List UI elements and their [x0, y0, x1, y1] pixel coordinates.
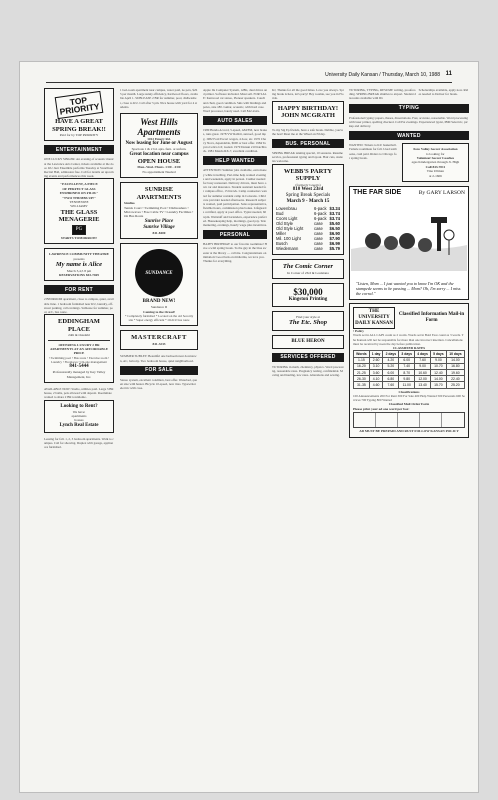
entertainment-listings: ONE LUCKY SINGER: An evening of acoustic music at the Lawrence Arts Center, tickets available at the door. KU Jazz Ensemble performs Tuesday at Swarthout Recital Hall, admission free. Call for details on upcoming events and performances this week.	[44, 157, 114, 179]
lynch-l1: Looking to Rent?	[60, 403, 98, 409]
comic-sub: In Corner of 23rd & Louisiana	[287, 270, 329, 275]
kingston-name: Kingston Printing	[288, 296, 328, 302]
west-hills-leasing: Now leasing for June or August	[125, 141, 193, 147]
beer-price: $7.90	[329, 236, 340, 242]
rates-cell: 10.60	[415, 370, 431, 376]
rates-header-cell: 5 days	[431, 351, 447, 357]
sunrise-ad	[120, 182, 198, 239]
column-1	[44, 88, 114, 784]
beer-price: $6.99	[329, 241, 340, 247]
sundance-details: * Completely furnished * Located on the old Sorority site * Super energy efficient * On KU bus route	[124, 313, 194, 323]
rates-cell: 4.20	[383, 357, 399, 363]
beer-price-list	[276, 206, 340, 251]
rates-cell: 6.00	[383, 370, 399, 376]
etc-name: The Etc. Shop	[288, 319, 328, 327]
kingston-amount: $30,000	[293, 286, 323, 297]
beer-name: Busch	[276, 241, 288, 247]
payment-note: AD MUST BE PREPAID AND RUST FOLLOW KANSAN POLICY	[359, 429, 459, 434]
classified-heading: Classified Information Mail-in Form	[398, 312, 465, 324]
beer-price: $3.74	[329, 216, 340, 222]
birthday-line1: HAPPY BIRTHDAY!	[277, 104, 339, 112]
blue-heron-name: BLUE HERON	[291, 338, 325, 344]
soccer-l3: Volunteer Soccer Coaches	[416, 156, 455, 161]
far-side-byline: By GARY LARSON	[418, 190, 465, 197]
rates-cell: 21-25	[354, 370, 370, 376]
classifications-title: Classifications	[398, 389, 420, 394]
eddingham-manager: Professionally managed by Key Valley Management, Inc.	[52, 370, 106, 379]
blue-heron-ad	[272, 335, 344, 349]
eddingham-ad	[44, 314, 114, 383]
rates-cell: 2.60	[369, 357, 383, 363]
rates-row	[354, 382, 465, 388]
sunrise-place: Sunrise Place	[144, 218, 174, 224]
mastercraft-name: MASTERCRAFT	[131, 334, 187, 342]
beer-name: Mil. 100 Light	[276, 236, 301, 242]
west-hills-name: West Hills Apartments	[137, 117, 181, 138]
beer-price: $6.50	[329, 226, 340, 232]
rates-cell: 11.00	[399, 382, 415, 388]
eddingham-features: • Swimming pool • Bus route • Exercise room • Laundry • Fireplaces • On-site management	[48, 355, 110, 365]
menagerie-quote-3: ENSHRINED ON FILM."	[59, 191, 99, 196]
typing-heading: TYPING	[349, 104, 469, 113]
glass-menagerie-ad	[44, 178, 114, 244]
rates-cell: 14.00	[431, 376, 447, 382]
rates-cell: 1-15	[354, 357, 370, 363]
rates-cell: 9.80	[399, 376, 415, 382]
beer-size: 6-pack	[314, 211, 327, 217]
mastercraft-ad	[120, 330, 198, 350]
west-hills-note: No appointment Needed	[142, 169, 176, 174]
soccer-l2: is looking for	[426, 151, 445, 156]
beer-size: case	[314, 241, 323, 247]
far-side-drawing	[351, 199, 467, 271]
rates-cell: 9.00	[415, 363, 431, 369]
webbs-special: Spring Break Specials	[285, 193, 331, 199]
comic-title: The Comic Corner	[282, 263, 334, 271]
rates-header-cell: 10 days	[446, 351, 464, 357]
mastercraft-phone: 841-3233	[152, 341, 166, 346]
beer-price: $3.74	[329, 211, 340, 217]
far-side-caption: "Listen, Mom ... I just wanted you to know I'm OK and the stampede seems to be passing ... Mom? Oh, I'm sorry ... I miss the corral."	[356, 281, 461, 297]
soccer-l7: at 2-1606	[428, 173, 442, 178]
rates-cell: 6.80	[383, 376, 399, 382]
theatre-name: LAWRENCE COMMUNITY THEATRE	[49, 252, 109, 257]
sundance-logo: SUNDANCE	[135, 249, 183, 297]
west-hills-address: 1012 Emery Rd.	[147, 137, 171, 142]
column-4	[272, 88, 344, 784]
lynch-l4: houses	[74, 418, 84, 423]
entertainment-heading: ENTERTAINMENT	[44, 145, 114, 154]
for-rent-listings: 2 BEDROOM apartment, close to campus, quiet, available June. 1 bedroom furnished near KU, laundry, off-street parking, call evenings. Sublease for summer, pool, A/C, bus route.	[44, 297, 114, 314]
rates-title: CLASSIFIED RATES	[392, 346, 426, 351]
soccer-ad	[402, 143, 469, 182]
lawrence-theatre-ad	[44, 248, 114, 281]
rates-cell: 3.10	[369, 363, 383, 369]
webbs-former: (formerly Green's)	[295, 182, 321, 187]
top-priority-line1: HAVE A GREAT	[55, 118, 103, 125]
west-hills-hours: Mon.-Wed.-Thurs. 1:00 - 4:00	[137, 165, 181, 170]
beer-name: Old Style	[276, 221, 293, 227]
rates-cell: 7.60	[415, 357, 431, 363]
lynch-name: Lynch Real Estate	[59, 422, 99, 428]
menagerie-quote-2: OF PERFECT GLASS	[62, 186, 96, 191]
etc-sub: Find your style at	[296, 314, 320, 319]
beer-price: $3.24	[329, 206, 340, 212]
auto-sales-heading: AUTO SALES	[203, 116, 267, 125]
rates-cell: 9.00	[431, 357, 447, 363]
rates-cell: 16-20	[354, 363, 370, 369]
kansan-logo: THE UNIVERSITY DAILY KANSAN	[353, 307, 395, 329]
far-side-comic	[349, 186, 469, 300]
rates-cell: 4.60	[369, 382, 383, 388]
webbs-name: WEBB'S PARTY SUPPLY	[283, 167, 333, 183]
rent-listings-2: AVAILABLE NOW: Studio, utilities paid. Large 3 BR house, 2 baths, pets allowed with deposit. Roommate wanted to share 2 BR townhome.	[44, 387, 114, 400]
top-priority-paid: Paid for by TOP PRIORITY	[59, 133, 99, 137]
beer-name: Wiedemann	[276, 246, 299, 252]
rates-cell: 22.40	[446, 376, 464, 382]
newspaper-page	[20, 62, 478, 792]
beer-size: case	[314, 226, 323, 232]
top-priority-line2: SPRING BREAK!!	[52, 125, 106, 133]
rates-cell: 3.60	[369, 370, 383, 376]
soccer-l5: Call 843-7011	[425, 164, 446, 169]
wanted-heading: WANTED	[349, 131, 469, 140]
help-wanted-heading: HELP WANTED	[203, 156, 267, 165]
page-number: 11	[445, 71, 452, 77]
rates-header-cell: Words	[354, 351, 370, 357]
personal-heading: PERSONAL	[203, 230, 267, 239]
rates-cell: 12.40	[431, 370, 447, 376]
eddingham-name: EDDINGHAM PLACE	[58, 318, 100, 333]
theatre-presents: presents	[73, 256, 85, 261]
classifications-list: 100 Announcements 200 For Rent 300 For Sale 400 Help Wanted 500 Personals 600 Services 700 Typing 800 Wanted	[353, 394, 465, 403]
rent-listings-4: 1 bed-room apartment near campus, water paid, no pets, $265 per month. Large sunny efficiency, hardwood floors, available April 1. SUBLEASE 2 BR for summer, pool, dishwasher, close to KU. Call after 5 pm. Nice house with yard for 4 students.	[120, 88, 198, 109]
top-priority-ad	[44, 88, 114, 141]
auto-listings: 1980 Honda Accord, 5-speed, AM/FM, new brakes, runs great. 1978 VW Rabbit, sunroof, good mpg. 1982 Ford Escort wagon, 4 door, air. 1976 Chevy Nova, dependable, $600 or best offer. 1984 Toyota Celica GT, loaded. 1979 Datsun 210 hatchback. 1981 Mazda RX-7, excellent condition.	[203, 128, 267, 154]
policy-text: Words set in ALL CAPS count as 2 words. Words set in Bold Face count as 3 words. The Kansan will not be responsible for more than one incorrect insertion. Cancellations must be received by noon the day before publication.	[353, 333, 464, 346]
far-side-title: THE FAR SIDE	[353, 189, 402, 197]
rates-cell: 12.00	[415, 376, 431, 382]
rates-header-cell: 2 days	[383, 351, 399, 357]
personal-listings-3: To my Sig Ep friends, have a safe break. Debbie, you're the best! Meet me at the Wheel on Friday.	[272, 127, 344, 136]
page-header	[46, 70, 452, 83]
sunrise-features: Tennis Court • Swimming Pool • Dishwashers • Microwaves • Free Cable TV • Laundry Facilities • On Bus Route	[124, 205, 194, 219]
soccer-l6: Tina Ullman	[426, 169, 444, 174]
menagerie-quote-1: "EXCELLENT, A PIECE	[60, 182, 98, 187]
rates-cell: 16.80	[446, 363, 464, 369]
beer-size: case	[314, 221, 323, 227]
theatre-reservations: RESERVATIONS 843-7469	[59, 272, 99, 277]
rates-cell: 13.40	[415, 382, 431, 388]
rates-cell: 15.70	[431, 382, 447, 388]
theatre-dates: March 3,4,5 8 pm	[66, 268, 92, 273]
rates-header-cell: 4 days	[415, 351, 431, 357]
help-wanted-listings: ATTENTION: Summer jobs available, earn money while travelling. Part-time help wanted evenings and weekends, apply in person. Cashier needed for busy restaurant. Delivery drivers, must have own car and insurance. Student assistant needed for campus office, 15 hrs/wk. Camp counselors wanted for summer resident camp in Colorado. Child care provider needed afternoons. Research subjects wanted, paid participation. Sales representative, flexible hours, commission plus bonus. Lifeguards certified, apply at pool office. Typist needed, 60 wpm. Waitstaff and bartenders, experience preferred. Housekeeping help, mornings, good pay. Telemarketing, evenings, hourly wage plus incentives.	[203, 168, 267, 228]
lynch-l2: We have:	[72, 409, 86, 414]
west-hills-open-house: OPEN HOUSE	[137, 157, 181, 165]
for-rent-heading: FOR RENT	[44, 285, 114, 294]
beer-price: $6.90	[329, 231, 340, 237]
beer-name: Lowenbrau	[276, 206, 297, 212]
misc-listings-2: Scholarships available, apply now. Rides needed to Denver for break.	[418, 88, 469, 97]
classified-form	[349, 303, 469, 438]
typing-listings: Professional typing: papers, theses, dissertations. Fast, accurate, reasonable. Word processing with laser printer, spelling checked. Call Pat evenings. Experienced typist, IBM Selectric, pickup and delivery.	[349, 115, 468, 129]
west-hills-location: Great location near campus	[129, 151, 189, 157]
word-boxes[interactable]	[353, 412, 465, 428]
beer-price: $5.79	[329, 246, 340, 252]
sundance-tagline: Coming to the Oread!	[143, 309, 175, 314]
birthday-line2: JOHN MCGRATH	[281, 112, 335, 120]
sunrise-phone: 841-8400	[152, 230, 166, 235]
beer-size: case	[314, 231, 323, 237]
column-3	[203, 88, 267, 784]
menagerie-author-2: WILLIAMS'	[70, 204, 88, 209]
publication-line: University Daily Kansan / Thursday, March 10, 1988	[325, 72, 440, 78]
services-listings: TUTORING in math, chemistry, physics. Word processing, reasonable rates. Pregnancy testing, confidential. Moving and hauling, low rates. Alterations and sewing.	[272, 364, 344, 378]
eddingham-phone: 841-5444	[69, 364, 89, 370]
mail-order-title: Classified Mail Order Form	[388, 402, 430, 407]
beer-size: 6-pack	[314, 206, 327, 212]
rates-cell: 19.60	[446, 370, 464, 376]
birthday-ad	[272, 101, 344, 124]
beer-size: case	[314, 236, 323, 242]
comic-corner-ad	[272, 259, 344, 279]
for-sale-listings: Stereo system, excellent condition, best offer. Waterbed, queen size with heater. Bicycle 10-speed, new tires. Typewriter electric with case.	[120, 377, 198, 391]
west-hills-ad	[120, 113, 198, 178]
soccer-l4: ages Kindergarten through Jr. High	[411, 160, 460, 165]
misc-listings: TUTORING, TYPING, RESUME writing, proofreading. SPRING BREAK shuttles to airport. Student discounts available with ID.	[349, 88, 417, 101]
bus-personal-heading: BUS. PERSONAL	[272, 139, 344, 148]
sundance-sub: Sundance II	[150, 305, 168, 310]
wanted-listings: WANTED: Tickets to KU basketball. Female roommate for fall. Used textbooks, cash paid. Riders to Chicago for spring break.	[349, 143, 397, 160]
eddingham-offer: OFFERING LUXURY 2 BR APARTMENTS AT AN AFFORDABLE PRICE	[50, 342, 108, 356]
rates-cell: 7.40	[399, 363, 415, 369]
etc-shop-ad	[272, 311, 344, 331]
top-priority-logo: TOP PRIORITY	[55, 91, 104, 119]
rates-table	[353, 350, 465, 388]
sale-listings-2: Apple IIe Computer System, 128K, dual drives and printer. Software included. Must sell. FOR SALE: Kenwood car stereo, Pioneer speakers. Couch and chair, good condition. Skis with bindings and poles, size 180. Guitar, acoustic, with hard case. Word processor, barely used. Call 842-xxxx.	[203, 88, 267, 114]
print-instructions: Please print your ad one word per box:	[353, 406, 410, 411]
menagerie-rating: PG	[72, 225, 86, 235]
beer-size: 6-pack	[314, 216, 327, 222]
beer-row	[276, 246, 340, 251]
rates-cell: 25.20	[446, 382, 464, 388]
menagerie-quote-4: "TWO THUMBS UP!"	[61, 195, 97, 200]
soccer-l1: Kaw Valley Soccer Association	[413, 147, 458, 152]
sunrise-village: Sunrise Village	[143, 224, 175, 230]
webbs-address: 810 West 23rd	[292, 187, 324, 193]
west-hills-spacious: Spacious 1 & 2 bd. apts. furn. or unfurn.	[131, 147, 187, 152]
menagerie-title: THE GLASS MENAGERIE	[58, 208, 100, 224]
sundance-ad	[120, 243, 198, 326]
policy-heading: • Policy	[353, 329, 364, 334]
menagerie-author-1: TENNESSEE	[69, 200, 89, 205]
column-5	[349, 88, 469, 784]
rates-cell: 10.70	[431, 363, 447, 369]
beer-name: Coors Light	[276, 216, 298, 222]
rates-header-cell: 1 day	[369, 351, 383, 357]
webbs-dates: March 9 - March 15	[286, 199, 330, 205]
rates-cell: 26-30	[354, 376, 370, 382]
sundance-brand: BRAND NEW!	[142, 299, 176, 305]
eddingham-address: 24th & Ousdahl	[68, 333, 90, 338]
services-heading: SERVICES OFFERED	[272, 353, 344, 362]
menagerie-starts: STARTS TOMORROW!	[60, 235, 98, 240]
rates-cell: 8.70	[399, 370, 415, 376]
bus-personal-listings: SPRING BREAK tanning special, 10 sessions. Resume service, professional typing and layout. Hair cuts, students welcome.	[272, 151, 343, 164]
personal-listings-2: KJ, Thanks for all the good times. Love you always. Spring break is here, let's party! Hey roomie, see you in Florida.	[272, 88, 344, 101]
sunrise-studios: Studios	[124, 201, 135, 206]
theatre-play: My name is Alice	[55, 261, 103, 269]
lynch-l3: apartments	[71, 414, 87, 419]
rates-cell: 14.00	[446, 357, 464, 363]
beer-price: $5.60	[329, 221, 340, 227]
lynch-ad	[44, 400, 114, 433]
column-2	[120, 88, 198, 784]
beer-size: case	[314, 246, 323, 252]
rates-cell: 5.20	[383, 363, 399, 369]
beer-name: Miller	[276, 231, 287, 237]
beer-name: Old Style Light	[276, 226, 304, 232]
rates-cell: 6.00	[399, 357, 415, 363]
for-sale-heading: FOR SALE	[120, 366, 198, 375]
webbs-ad	[272, 164, 344, 255]
rates-cell: 31-35	[354, 382, 370, 388]
rates-cell: 4.10	[369, 376, 383, 382]
beer-name: Bud	[276, 211, 284, 217]
sunrise-name: SUNRISE APARTMENTS	[136, 186, 182, 201]
rent-listings-3: Leasing for fall. 1, 2, 3 bedroom apartments. Walk to campus. Call for showing. Duplex with garage, appliances furnished.	[44, 436, 114, 450]
kingston-ad	[272, 283, 344, 307]
rent-listings-5: SUMMER SUBLET: Beautiful one bedroom near downtown, AC, balcony. Two bedroom house, quiet neighborhood.	[120, 354, 197, 363]
personal-listings: HAPPY BIRTHDAY to our favorite roommate! Have a wild spring break. To the guy in the blue sweater at the library — call me. Congratulations on initiation! Good luck on midterms, we love you. Thanks for everything.	[203, 242, 267, 264]
rates-header-cell: 3 days	[399, 351, 415, 357]
rates-cell: 7.60	[383, 382, 399, 388]
